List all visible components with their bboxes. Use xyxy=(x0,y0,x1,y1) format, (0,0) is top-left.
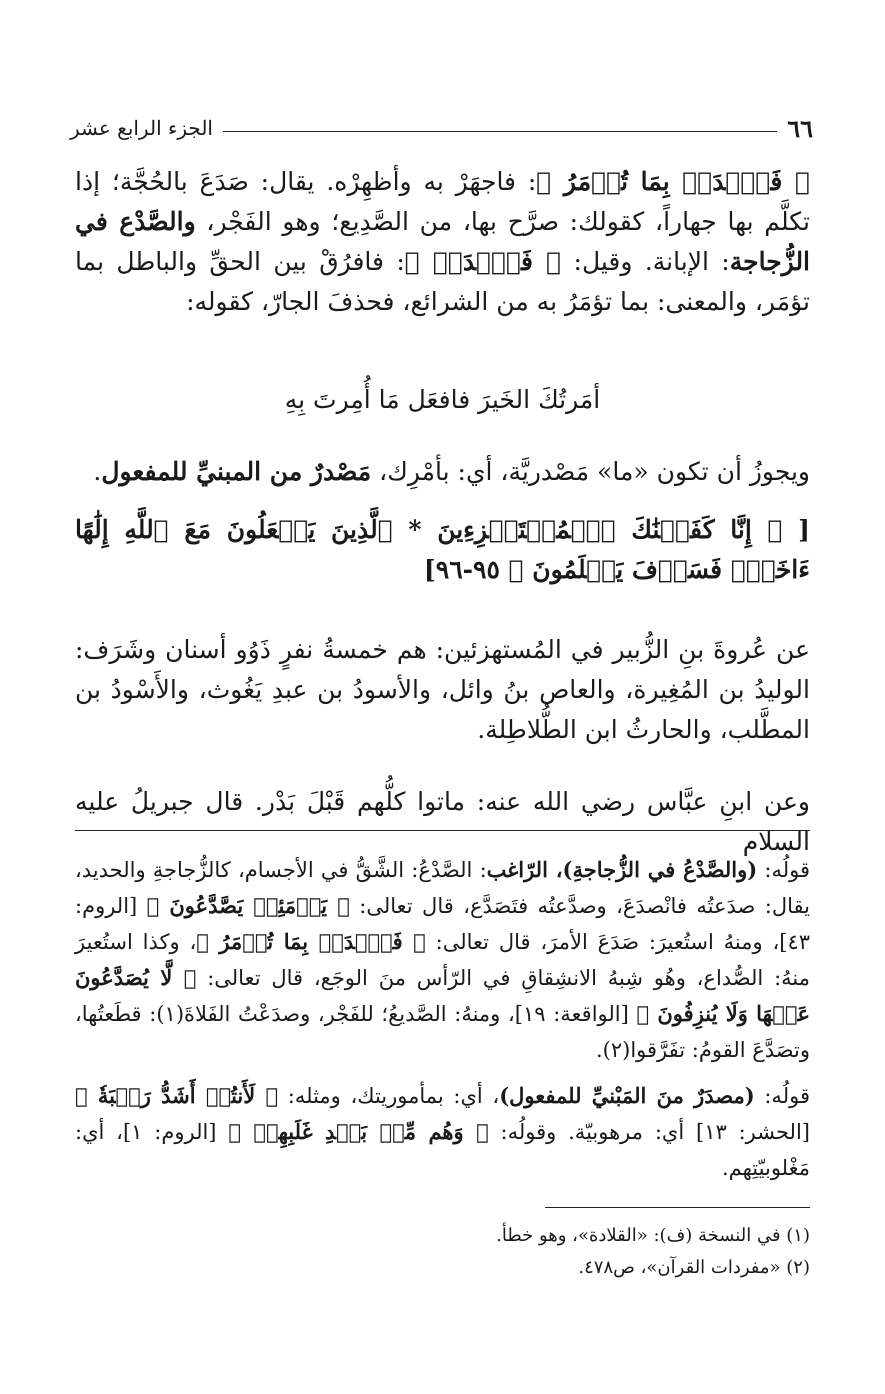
footnote-2: (٢) «مفردات القرآن»، ص٤٧٨. xyxy=(578,1257,810,1278)
verse-block: [ ﴿ إِنَّا كَفَيۡنَٰكَ ٱلۡمُسۡتَهۡزِءِينَ * ٱلَّذِينَ يَجۡعَلُونَ مَعَ ٱللَّهِ إِلَٰهًا ءَاخَرَۚ فَسَوۡفَ يَعۡلَمُونَ ﴾ ٩٥-٩٦] xyxy=(75,515,810,584)
volume-title: الجزء الرابع عشر xyxy=(70,116,213,140)
paragraph-3: عن عُروةَ بنِ الزُّبير في المُستهزئين: هم خمسةُ نفرٍ ذَوُو أسنان وشَرَف: الوليدُ بن المُغِيرة، والعاص بنُ وائل، والأسودُ بن عبدِ يَغُوث، والأَسْودُ بن المطَّلب، والحارثُ ابن الطُّلاطِلة. xyxy=(75,635,810,744)
quran-verse: ﴿ فَٱصۡدَعۡ بِمَا تُؤۡمَرُ ﴾ xyxy=(196,929,426,954)
quran-verse: ﴿ لَّا يُصَدَّعُونَ عَنۡهَا وَلَا يُنزِفُونَ ﴾ xyxy=(75,965,810,1026)
footnote-1: (١) في النسخة (ف): «القلادة»، وهو خطأ. xyxy=(496,1225,810,1246)
commentary-separator xyxy=(75,830,810,831)
commentary-paragraph-2: قولُه: (مصدَرٌ منَ المَبْنيِّ للمفعول)، أي: بمأموريتك، ومثله: ﴿ لَأَنتُمۡ أَشَدُّ رَهۡبَةٗ ﴾ [الحشر: ١٣] أي: مرهوبيّة. وقولُه: ﴿ وَهُم مِّنۢ بَعۡدِ غَلَبِهِمۡ ﴾ [الروم: ١]، أي: مَغْلوبيّتِهم. xyxy=(75,1083,810,1180)
commentary xyxy=(75,852,810,1186)
commentary-paragraph-1: قولُه: (والصَّدْعُ في الزُّجاجةِ)، الرّاغب: الصَّدْعُ: الشَّقُّ في الأجسام، كالزُّجاجةِ والحديد، يقال: صدَعتُه فانْصدَعَ، وصدَّعتُه فتَصَدَّع، قال تعالى: ﴿ يَوۡمَئِذٖ يَصَّدَّعُونَ ﴾ [الروم: ٤٣]، ومنهُ استُعيرَ: صَدَعَ الأمرَ، قال تعالى: ﴿ فَٱصۡدَعۡ بِمَا تُؤۡمَرُ ﴾، وكذا استُعيرَ منهُ: الصُّداع، وهُو شِبهُ الانشِقاقِ في الرّأس منَ الوجَع، قال تعالى: ﴿ لَّا يُصَدَّعُونَ عَنۡهَا وَلَا يُنزِفُونَ ﴾ [الواقعة: ١٩]، ومنهُ: الصَّديعُ؛ للفَجْر، وصدَعْتُ الفَلاةَ(١): قطَعتُها، وتصَدَّعَ القومُ: تفَرَّقوا(٢). xyxy=(75,857,811,1062)
page-header xyxy=(70,108,813,148)
paragraph-1: ﴿ فَٱصۡدَعۡ بِمَا تُؤۡمَرُ ﴾: فاجهَرْ به وأظهِرْه. يقال: صَدَعَ بالحُجَّة؛ إذا تكلَّم بها جهاراً، كقولك: صرَّح بها، من الصَّدِيع؛ وهو الفَجْر، والصَّدْع في الزُّجاجة: الإبانة. وقيل: ﴿ فَٱصۡدَعۡ ﴾: فافرُقْ بين الحقِّ والباطل بما تؤمَر، والمعنى: بما تؤمَرُ به من الشرائع، فحذفَ الجارّ، كقوله: xyxy=(75,167,811,316)
footnotes xyxy=(75,1220,810,1284)
quran-verse: ﴿ فَٱصۡدَعۡ ﴾ xyxy=(404,247,562,276)
quran-verse: ﴿ فَٱصۡدَعۡ بِمَا تُؤۡمَرُ ﴾ xyxy=(536,167,810,196)
quran-verse: ﴿ يَوۡمَئِذٖ يَصَّدَّعُونَ ﴾ xyxy=(146,893,350,918)
quran-verse: ﴿ وَهُم مِّنۢ بَعۡدِ غَلَبِهِمۡ ﴾ xyxy=(228,1119,489,1144)
page-number: ٦٦ xyxy=(787,113,813,143)
bold-phrase: (مصدَرٌ منَ المَبْنيِّ للمفعول) xyxy=(499,1083,755,1108)
main-text xyxy=(75,162,810,322)
bold-phrase: مَصْدرٌ من المبنيِّ للمفعول xyxy=(101,457,372,486)
bold-phrase: والصَّدْع في الزُّجاجة xyxy=(75,207,811,276)
footnote-rule xyxy=(545,1207,810,1208)
paragraph-2: ويجوزُ أن تكون «ما» مَصْدريَّة، أي: بأمْرِك، مَصْدرٌ من المبنيِّ للمفعول. xyxy=(93,457,810,486)
bold-phrase: (والصَّدْعُ في الزُّجاجةِ)، الرّاغب xyxy=(486,857,758,882)
quran-verse: ﴿ لَأَنتُمۡ أَشَدُّ رَهۡبَةٗ ﴾ xyxy=(75,1083,279,1108)
paragraph-4: وعن ابنِ عبَّاس رضي الله عنه: ماتوا كلُّهم قَبْلَ بَدْر. قال جبريلُ عليه السلام xyxy=(75,787,810,856)
header-rule xyxy=(223,131,777,132)
poem-line: أمَرتُكَ الخَيرَ فافعَل مَا أُمِرتَ بِهِ xyxy=(284,385,601,414)
